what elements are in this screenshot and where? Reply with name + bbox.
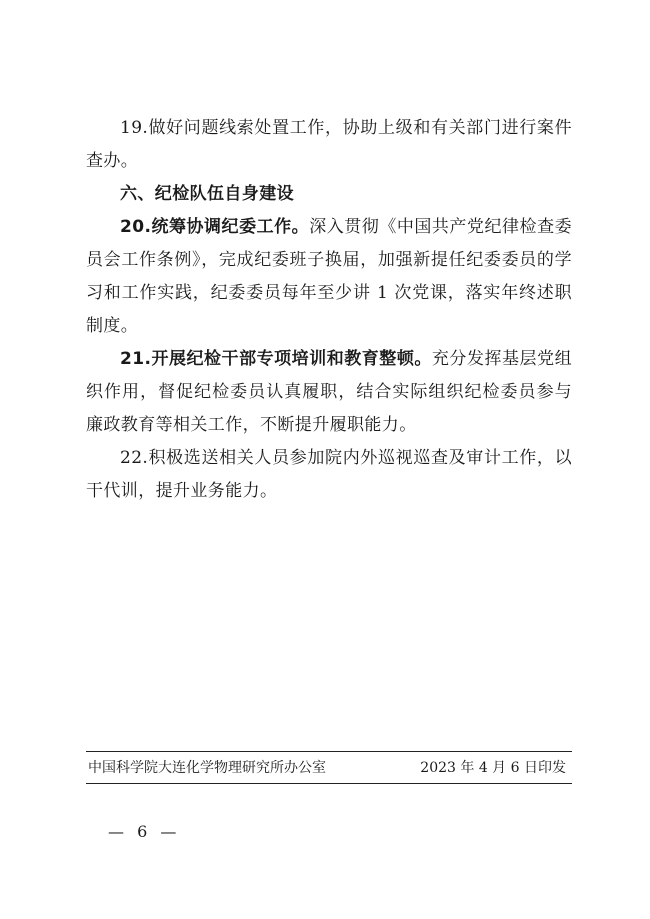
page-number: — 6 —: [108, 822, 181, 841]
footer-issuer: 中国科学院大连化学物理研究所办公室: [88, 760, 326, 776]
footer-rule-top: [86, 751, 572, 752]
paragraph-21-title: 21.开展纪检干部专项培训和教育整顿。: [120, 349, 432, 369]
paragraph-22: 22.积极选送相关人员参加院内外巡视巡查及审计工作，以干代训，提升业务能力。: [86, 448, 572, 501]
footer-issue-date: 2023 年 4 月 6 日印发: [420, 760, 566, 776]
paragraph-20: [86, 211, 572, 343]
paragraph-21-text: 充分发挥基层党组织作用，督促纪检委员认真履职，结合实际组织纪检委员参与廉政教育等相关工作，不断提升履职能力。: [86, 349, 573, 435]
paragraph-19: 19.做好问题线索处置工作，协助上级和有关部门进行案件查办。: [86, 118, 572, 171]
document-body: [86, 112, 572, 508]
footer-rule-bottom: [86, 783, 572, 784]
paragraph-20-title: 20.统筹协调纪委工作。: [120, 217, 310, 237]
paragraph-21: [86, 343, 572, 442]
paragraph-20-text: 深入贯彻《中国共产党纪律检查委员会工作条例》，完成纪委班子换届，加强新提任纪委委员的学习和工作实践，纪委委员每年至少讲 1 次党课，落实年终述职制度。: [86, 217, 572, 336]
section-heading-6: 六、纪检队伍自身建设: [120, 184, 294, 204]
